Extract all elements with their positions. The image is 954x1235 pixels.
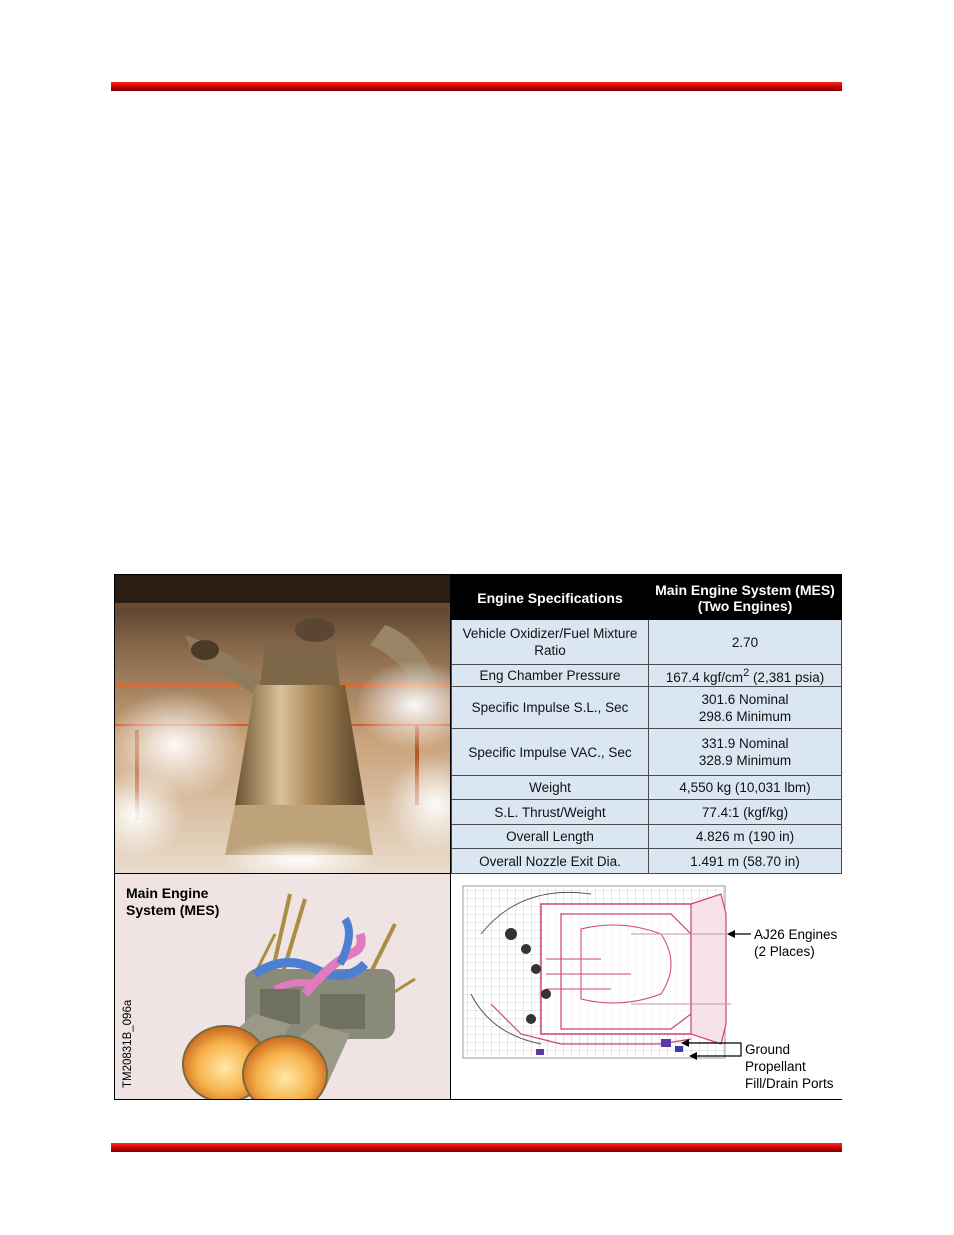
row-value-line2: 298.6 Minimum (698, 708, 792, 724)
table-row (452, 849, 842, 874)
row-value-line2: 328.9 Minimum (698, 753, 792, 768)
row-value: 2.70 (649, 620, 842, 665)
table-header-mes (649, 576, 842, 620)
row-value-line1: 331.9 Nominal (701, 736, 789, 751)
row-label: Weight (452, 776, 649, 800)
mes-illustration-panel (115, 874, 451, 1099)
row-label: Overall Length (452, 825, 649, 849)
table-row (452, 729, 842, 776)
row-label: Specific Impulse VAC., Sec (452, 729, 649, 776)
mes-title: Main Engine System (MES) (126, 885, 220, 918)
figure-code: TM20831B_096a (122, 999, 134, 1088)
row-value: 77.4:1 (kgf/kg) (649, 800, 842, 825)
callout-aj26-engines: AJ26 Engines (2 Places) (754, 927, 838, 959)
row-value (649, 729, 842, 776)
engine-test-photo (115, 575, 451, 874)
row-value (649, 665, 842, 687)
header-mes-line2: (Two Engines) (697, 597, 793, 614)
row-label: S.L. Thrust/Weight (452, 800, 649, 825)
row-value: 1.491 m (58.70 in) (649, 849, 842, 874)
header-mes-line1: Main Engine System (MES) (655, 581, 835, 598)
installation-diagram-panel (451, 874, 842, 1099)
engine-photo-illustration (115, 575, 451, 874)
engine-specifications-table (451, 575, 842, 874)
table-row (452, 620, 842, 665)
table-header-specifications: Engine Specifications (452, 576, 649, 620)
row-label: Specific Impulse S.L., Sec (452, 687, 649, 729)
row-label: Vehicle Oxidizer/Fuel Mixture Ratio (452, 620, 649, 665)
engine-figure (114, 574, 842, 1100)
row-value: 4,550 kg (10,031 lbm) (649, 776, 842, 800)
callout-fill-drain-ports: Ground Propellant Fill/Drain Ports (745, 1042, 834, 1091)
header-rule (111, 82, 842, 91)
row-label: Eng Chamber Pressure (452, 665, 649, 687)
table-row (452, 687, 842, 729)
mes-engines-illustration (115, 874, 451, 1099)
table-row (452, 800, 842, 825)
superscript: 2 (743, 667, 750, 679)
table-row (452, 825, 842, 849)
row-value: 4.826 m (190 in) (649, 825, 842, 849)
table-row (452, 665, 842, 687)
row-value (649, 687, 842, 729)
row-value-line1: 301.6 Nominal (701, 691, 789, 707)
footer-rule (111, 1143, 842, 1152)
chamber-pressure-psia: (2,381 psia) (749, 670, 825, 685)
chamber-pressure-value: 167.4 kgf/cm (665, 670, 744, 685)
table-row (452, 776, 842, 800)
row-label: Overall Nozzle Exit Dia. (452, 849, 649, 874)
